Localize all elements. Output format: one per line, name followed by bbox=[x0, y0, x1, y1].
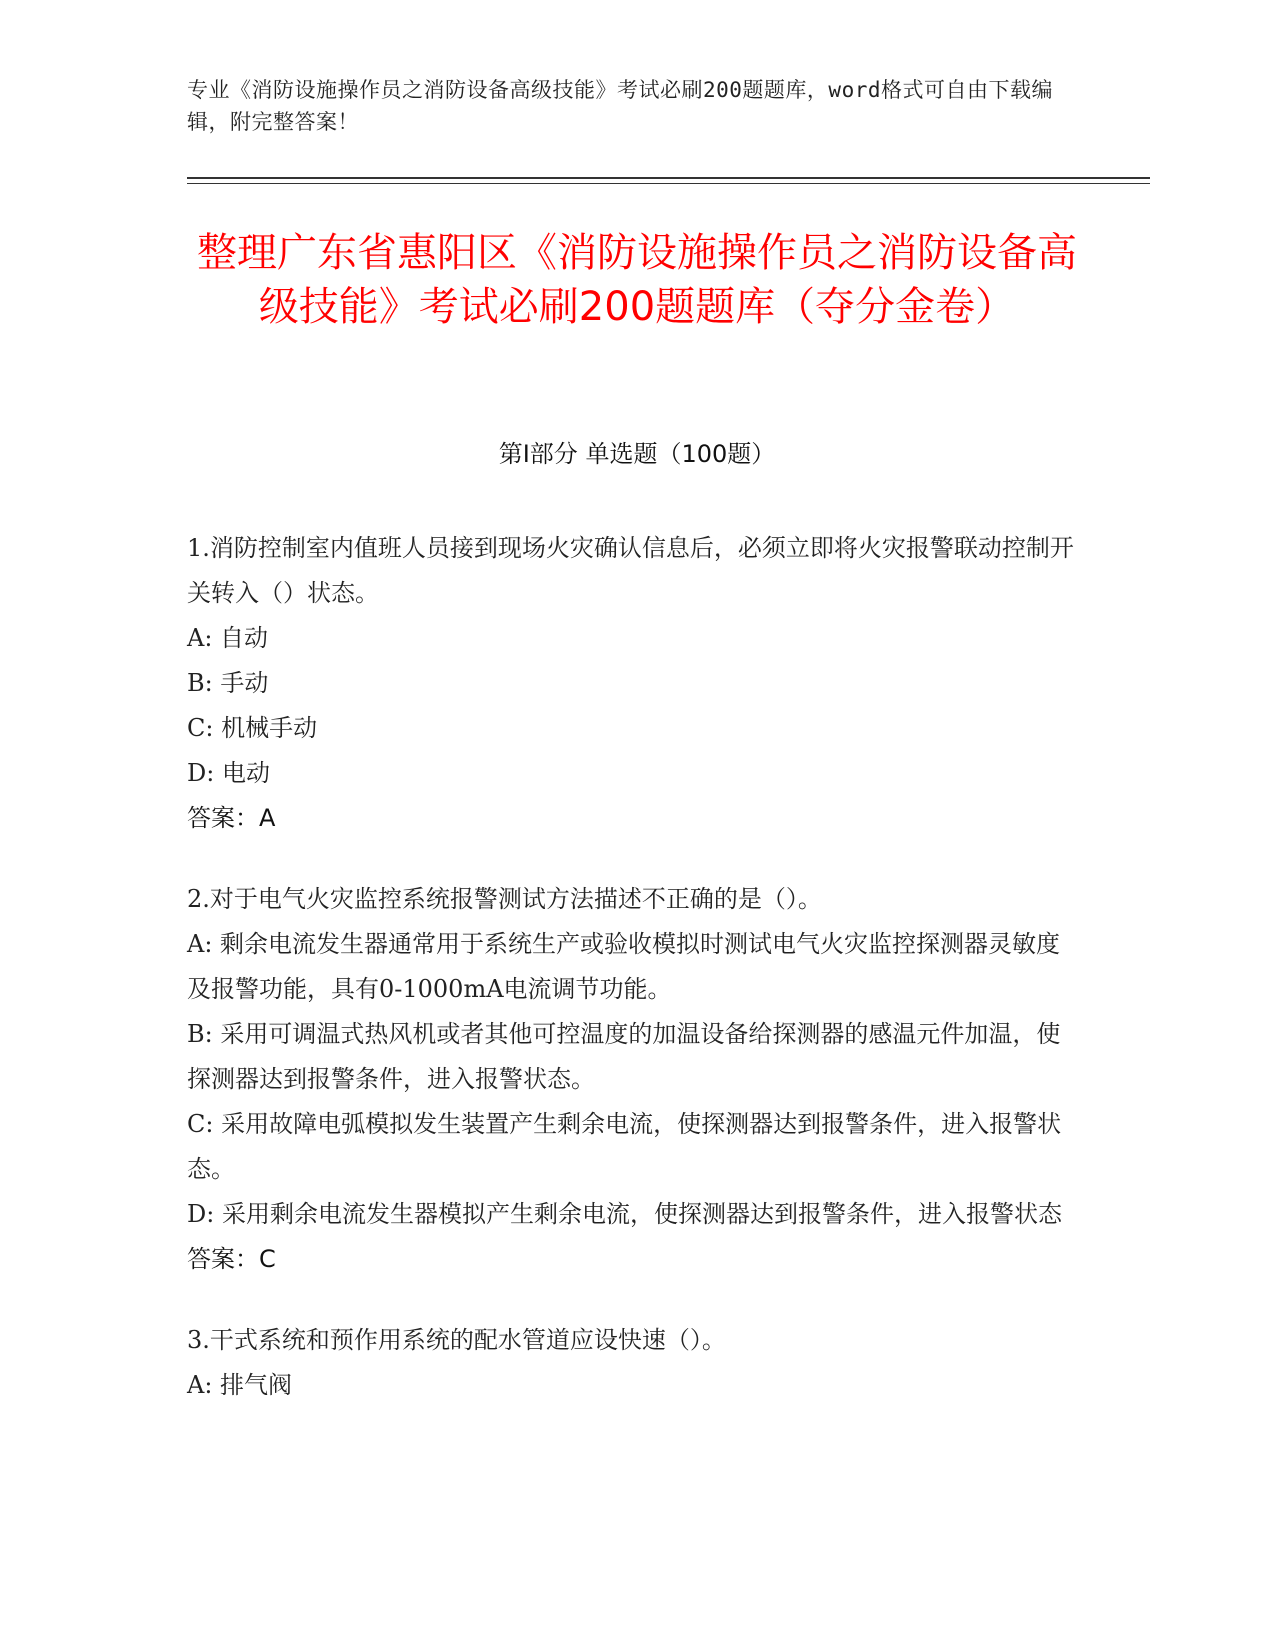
section-title: 第I部分 单选题（100题） bbox=[498, 440, 776, 468]
question-stem: 3.干式系统和预作用系统的配水管道应设快速（）。 bbox=[187, 1326, 726, 1354]
question-stem: 1.消防控制室内值班人员接到现场火灾确认信息后，必须立即将火灾报警联动控制开关转入（）状态。 bbox=[187, 534, 1074, 607]
header-divider-thin bbox=[187, 183, 1150, 184]
document-title: 整理广东省惠阳区《消防设施操作员之消防设备高级技能》考试必刷200题题库（夺分金卷） bbox=[197, 230, 1077, 330]
option-c: C: 采用故障电弧模拟发生装置产生剩余电流，使探测器达到报警条件，进入报警状态。 bbox=[187, 1110, 1062, 1183]
option-d: D: 采用剩余电流发生器模拟产生剩余电流，使探测器达到报警条件，进入报警状态 bbox=[187, 1200, 1062, 1228]
question-1 bbox=[187, 526, 1077, 841]
option-b: B: 手动 bbox=[187, 669, 269, 697]
header-note: 专业《消防设施操作员之消防设备高级技能》考试必刷200题题库，word格式可自由下载编辑，附完整答案！ bbox=[187, 78, 1053, 134]
question-2 bbox=[187, 877, 1077, 1282]
question-list bbox=[187, 526, 1077, 1444]
option-b: B: 采用可调温式热风机或者其他可控温度的加温设备给探测器的感温元件加温，使探测器达到报警条件，进入报警状态。 bbox=[187, 1020, 1061, 1093]
answer-label: 答案：A bbox=[187, 804, 276, 832]
answer-label: 答案：C bbox=[187, 1245, 276, 1273]
option-d: D: 电动 bbox=[187, 759, 270, 787]
option-c: C: 机械手动 bbox=[187, 714, 318, 742]
option-a: A: 自动 bbox=[187, 624, 269, 652]
question-3 bbox=[187, 1318, 1077, 1408]
option-a: A: 排气阀 bbox=[187, 1371, 293, 1399]
question-stem: 2.对于电气火灾监控系统报警测试方法描述不正确的是（）。 bbox=[187, 885, 822, 913]
option-a: A: 剩余电流发生器通常用于系统生产或验收模拟时测试电气火灾监控探测器灵敏度及报警功能，具有0-1000mA电流调节功能。 bbox=[187, 930, 1061, 1003]
header-divider-thick bbox=[187, 177, 1150, 179]
